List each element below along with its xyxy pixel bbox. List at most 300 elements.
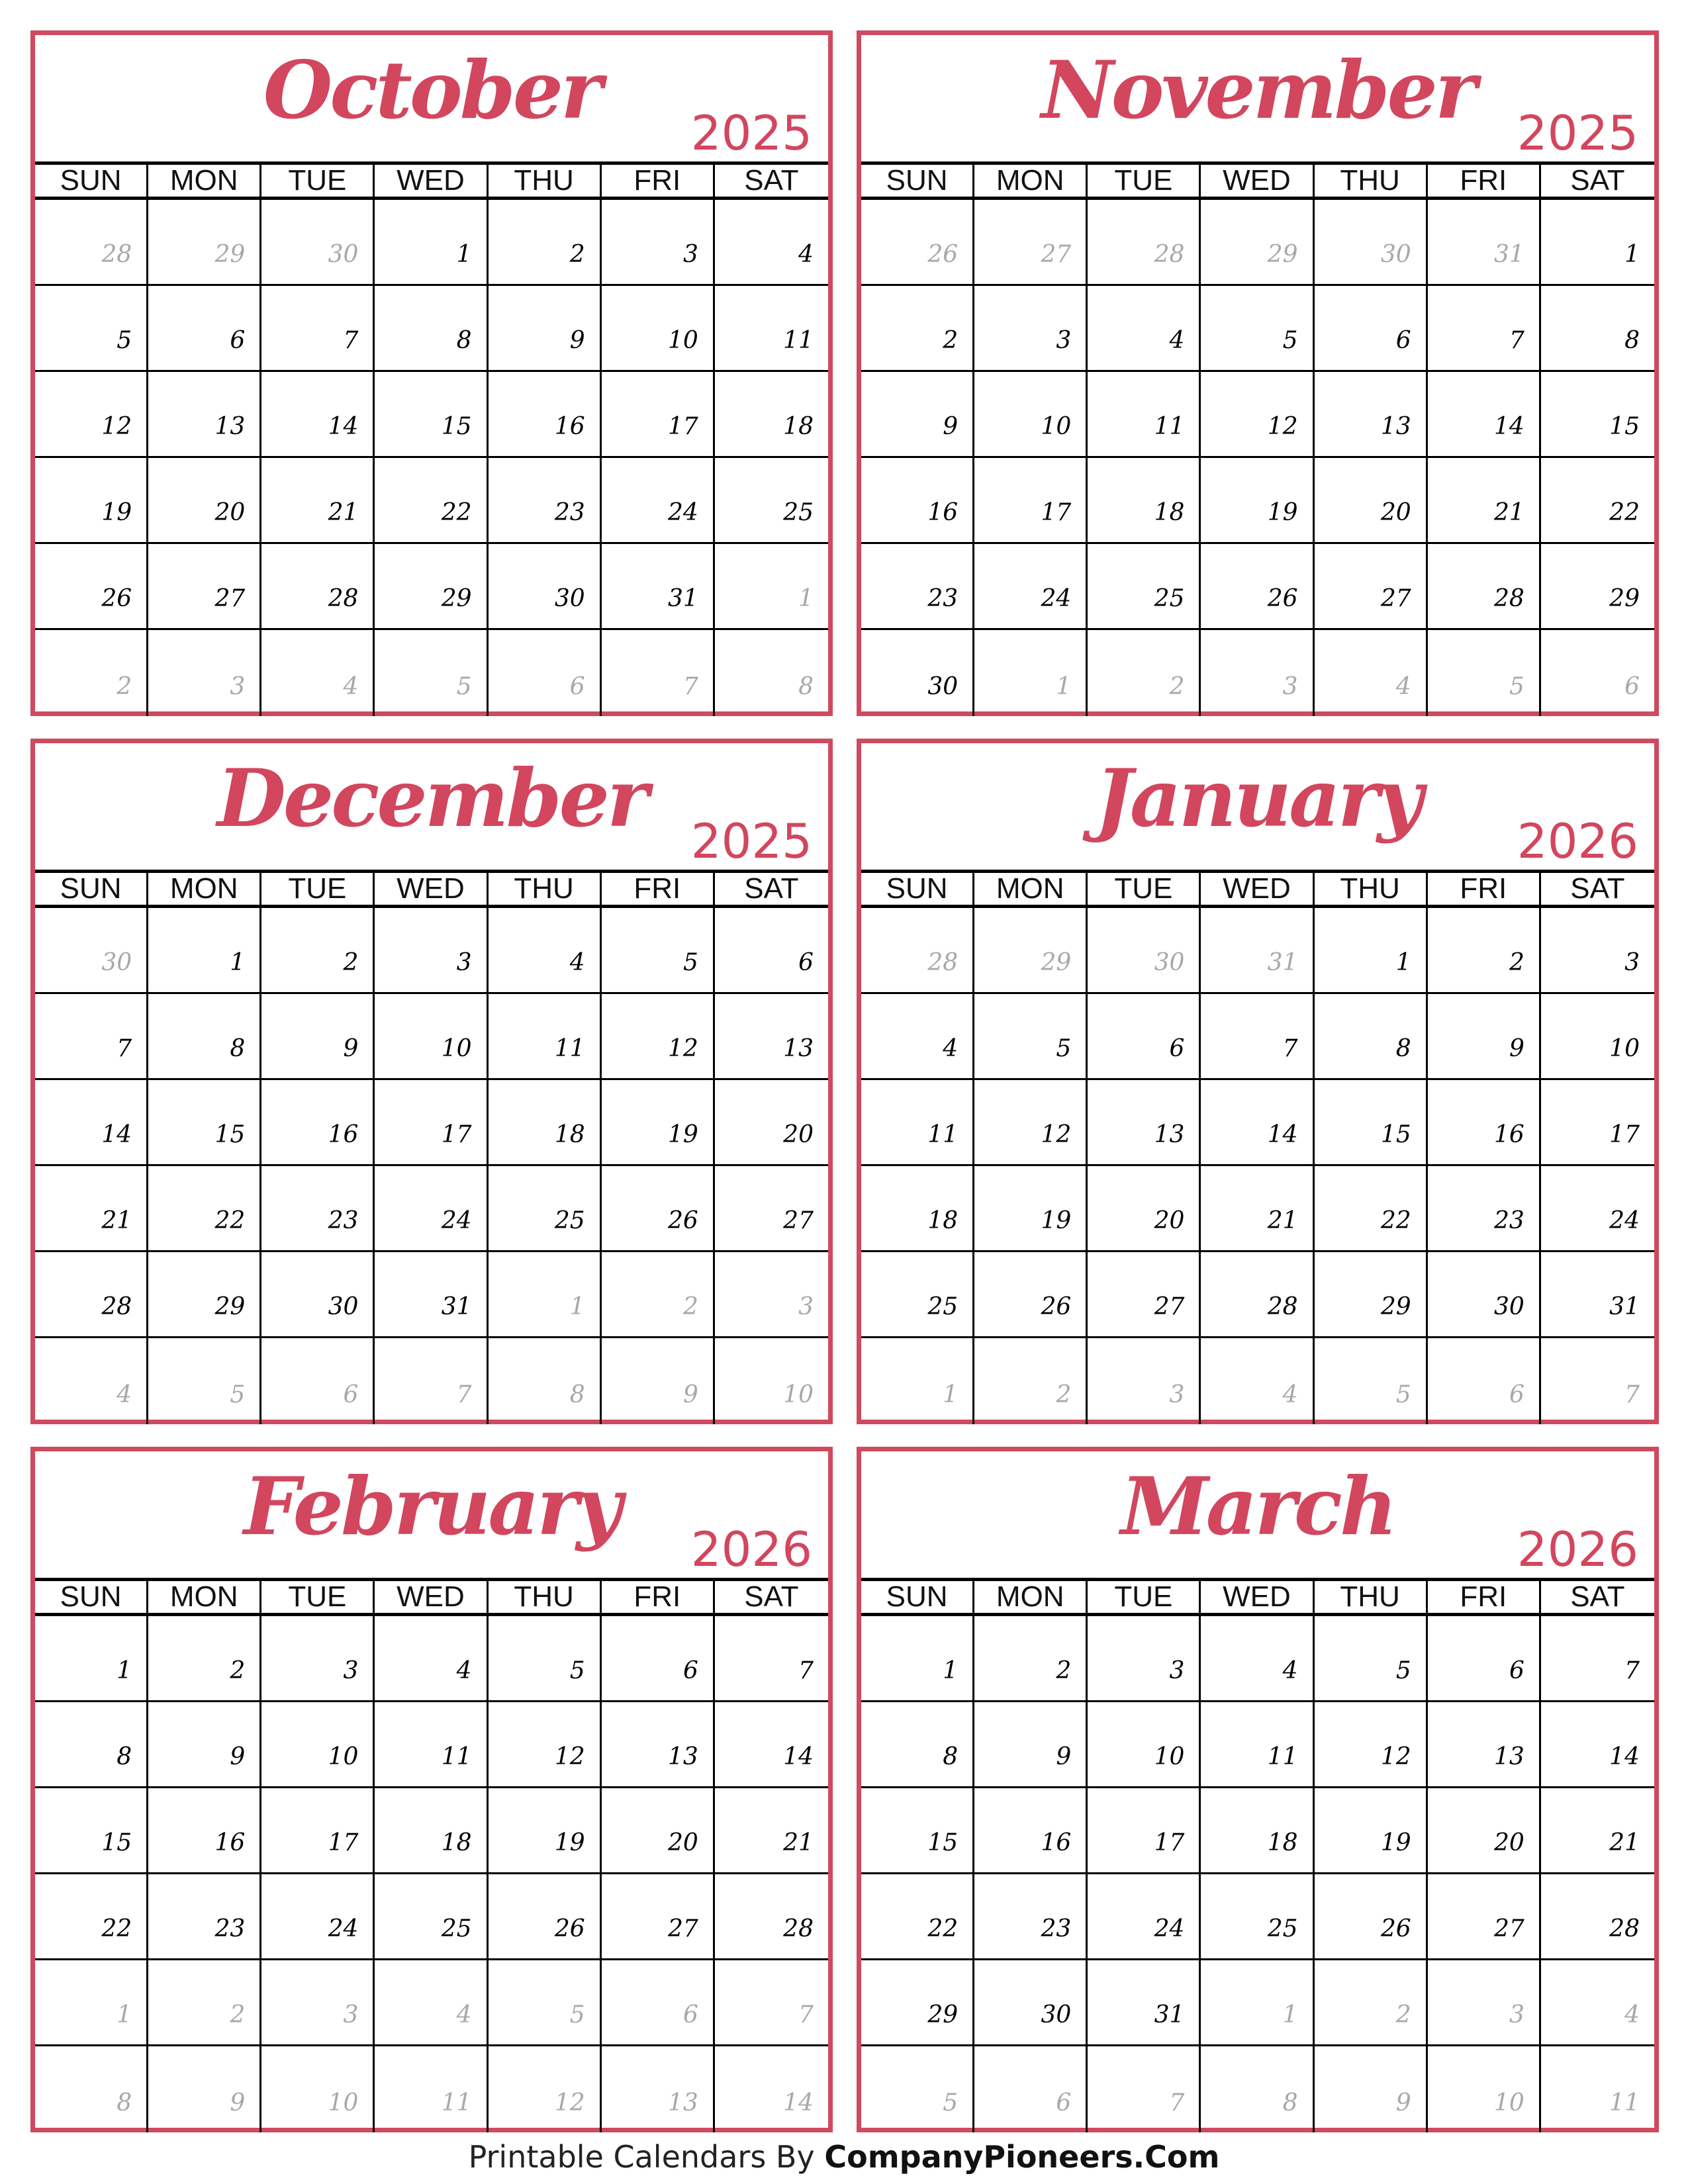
day-number: 5	[1282, 327, 1298, 354]
day-number: 1	[456, 241, 472, 268]
day-number: 30	[927, 673, 959, 700]
day-cell	[375, 1874, 488, 1960]
day-cell	[974, 1166, 1088, 1252]
day-number: 8	[456, 327, 472, 354]
day-cell	[35, 544, 148, 630]
weekday-header: THU	[1315, 870, 1428, 908]
day-number: 3	[798, 1293, 814, 1320]
day-number: 9	[569, 327, 585, 354]
day-number: 2	[682, 1293, 698, 1320]
day-number: 28	[1154, 241, 1185, 268]
day-cell	[974, 1874, 1088, 1960]
day-number: 27	[1154, 1293, 1185, 1320]
weekday-header: THU	[1315, 161, 1428, 200]
day-number: 4	[456, 2001, 472, 2028]
day-cell	[602, 458, 715, 544]
day-number: 1	[569, 1293, 585, 1320]
day-number: 19	[554, 1829, 585, 1856]
day-number: 23	[1041, 1915, 1072, 1942]
day-cell	[602, 1874, 715, 1960]
weekday-header: FRI	[1428, 161, 1541, 200]
day-grid	[861, 161, 1654, 716]
day-number: 11	[783, 327, 814, 354]
day-cell-other-month	[1088, 2046, 1201, 2132]
day-number: 27	[1380, 585, 1411, 612]
day-cell	[261, 1252, 375, 1338]
day-number: 1	[230, 949, 246, 976]
day-cell-other-month	[974, 908, 1088, 994]
calendar-header	[35, 1451, 828, 1578]
day-number: 9	[943, 413, 959, 440]
day-number: 7	[798, 1657, 814, 1684]
day-number: 8	[1624, 327, 1640, 354]
day-number: 31	[668, 585, 698, 612]
day-number: 20	[783, 1121, 814, 1148]
weekday-header: SUN	[35, 161, 148, 200]
day-cell	[602, 994, 715, 1080]
day-cell	[35, 1788, 148, 1874]
day-cell	[489, 372, 602, 458]
day-cell-other-month	[602, 1338, 715, 1424]
day-cell	[715, 994, 828, 1080]
day-cell	[1201, 1702, 1314, 1788]
day-number: 31	[1267, 949, 1298, 976]
day-number: 9	[682, 1381, 698, 1408]
year-label: 2026	[1517, 813, 1638, 869]
day-cell	[261, 908, 375, 994]
day-number: 26	[1267, 585, 1298, 612]
weekday-header: SAT	[715, 1578, 828, 1616]
day-number: 16	[927, 499, 959, 526]
day-number: 6	[682, 1657, 698, 1684]
day-cell	[861, 286, 974, 372]
day-number: 11	[554, 1035, 585, 1062]
day-cell-other-month	[1088, 200, 1201, 286]
day-number: 30	[328, 241, 359, 268]
day-number: 3	[1056, 327, 1072, 354]
day-number: 4	[117, 1381, 132, 1408]
weekday-header: TUE	[1088, 870, 1201, 908]
day-number: 13	[668, 2089, 698, 2116]
weekday-header: TUE	[261, 161, 375, 200]
day-cell	[148, 458, 261, 544]
day-number: 6	[1624, 673, 1640, 700]
day-number: 11	[1267, 1743, 1298, 1770]
day-number: 30	[1494, 1293, 1524, 1320]
day-cell	[35, 1252, 148, 1338]
day-cell-other-month	[261, 2046, 375, 2132]
day-number: 5	[456, 673, 472, 700]
weekday-header: WED	[375, 161, 488, 200]
day-number: 25	[441, 1915, 472, 1942]
day-cell	[861, 1166, 974, 1252]
day-number: 3	[230, 673, 246, 700]
day-cell	[1315, 372, 1428, 458]
day-number: 12	[554, 2089, 585, 2116]
day-cell	[861, 1788, 974, 1874]
day-number: 22	[927, 1915, 959, 1942]
day-number: 7	[1509, 327, 1524, 354]
day-number: 2	[1395, 2001, 1411, 2028]
day-cell	[715, 1166, 828, 1252]
day-cell-other-month	[261, 200, 375, 286]
day-number: 11	[1609, 2089, 1640, 2116]
day-cell	[1428, 372, 1541, 458]
day-cell-other-month	[1201, 908, 1314, 994]
weekday-header: FRI	[1428, 1578, 1541, 1616]
day-cell	[489, 286, 602, 372]
day-number: 5	[569, 1657, 585, 1684]
day-number: 25	[783, 499, 814, 526]
day-cell	[489, 1166, 602, 1252]
day-cell	[861, 1252, 974, 1338]
day-cell-other-month	[35, 908, 148, 994]
day-cell-other-month	[148, 200, 261, 286]
year-label: 2025	[1517, 105, 1638, 161]
day-cell-other-month	[489, 2046, 602, 2132]
day-cell	[974, 1080, 1088, 1166]
day-number: 2	[1509, 949, 1524, 976]
day-cell	[715, 200, 828, 286]
weekday-header: THU	[489, 870, 602, 908]
weekday-header: THU	[1315, 1578, 1428, 1616]
day-cell-other-month	[1201, 200, 1314, 286]
day-number: 17	[1609, 1121, 1640, 1148]
day-number: 13	[1380, 413, 1411, 440]
day-number: 31	[1494, 241, 1524, 268]
day-number: 6	[230, 327, 246, 354]
day-cell	[375, 994, 488, 1080]
day-cell	[861, 1616, 974, 1702]
day-number: 19	[101, 499, 132, 526]
day-number: 14	[783, 2089, 814, 2116]
day-number: 22	[441, 499, 472, 526]
day-cell-other-month	[861, 1338, 974, 1424]
day-number: 10	[328, 1743, 359, 1770]
day-number: 6	[1509, 1657, 1524, 1684]
day-number: 4	[1169, 327, 1185, 354]
day-cell-other-month	[715, 544, 828, 630]
day-cell	[1541, 200, 1654, 286]
day-number: 21	[328, 499, 359, 526]
day-number: 10	[1041, 413, 1072, 440]
day-number: 13	[214, 413, 246, 440]
day-number: 11	[441, 2089, 472, 2116]
day-number: 21	[1609, 1829, 1640, 1856]
day-cell	[861, 1080, 974, 1166]
day-number: 26	[554, 1915, 585, 1942]
day-cell	[35, 286, 148, 372]
day-number: 10	[1154, 1743, 1185, 1770]
day-cell-other-month	[489, 630, 602, 716]
day-cell	[35, 994, 148, 1080]
day-cell	[489, 1702, 602, 1788]
day-number: 9	[343, 1035, 359, 1062]
day-number: 20	[1154, 1207, 1185, 1234]
day-cell-other-month	[1541, 2046, 1654, 2132]
weekday-header: FRI	[1428, 870, 1541, 908]
day-number: 8	[1282, 2089, 1298, 2116]
day-cell	[1541, 286, 1654, 372]
day-cell	[148, 1616, 261, 1702]
day-cell	[1541, 1080, 1654, 1166]
day-number: 12	[1041, 1121, 1072, 1148]
month-title: March	[1120, 1460, 1395, 1553]
day-number: 24	[1154, 1915, 1185, 1942]
weekday-header: WED	[1201, 1578, 1314, 1616]
day-number: 27	[1494, 1915, 1524, 1942]
day-cell	[148, 1702, 261, 1788]
day-number: 13	[783, 1035, 814, 1062]
footer-prefix: Printable Calendars By	[468, 2139, 815, 2175]
day-number: 10	[668, 327, 698, 354]
day-cell-other-month	[1201, 630, 1314, 716]
day-cell	[261, 544, 375, 630]
day-number: 30	[328, 1293, 359, 1320]
day-cell	[148, 1874, 261, 1960]
day-number: 4	[569, 949, 585, 976]
day-cell	[1201, 1788, 1314, 1874]
day-number: 14	[1609, 1743, 1640, 1770]
day-cell	[1088, 286, 1201, 372]
day-number: 25	[1154, 585, 1185, 612]
day-number: 28	[1267, 1293, 1298, 1320]
day-cell-other-month	[1315, 200, 1428, 286]
day-cell-other-month	[974, 2046, 1088, 2132]
day-cell	[35, 1616, 148, 1702]
day-number: 5	[1395, 1381, 1411, 1408]
day-number: 7	[343, 327, 359, 354]
year-label: 2025	[690, 813, 812, 869]
day-cell-other-month	[1428, 2046, 1541, 2132]
day-number: 2	[943, 327, 959, 354]
day-cell	[715, 908, 828, 994]
day-cell-other-month	[715, 1338, 828, 1424]
day-number: 3	[343, 2001, 359, 2028]
day-number: 29	[927, 2001, 959, 2028]
day-number: 9	[1509, 1035, 1524, 1062]
day-number: 24	[1609, 1207, 1640, 1234]
day-cell	[375, 1702, 488, 1788]
day-cell	[861, 1960, 974, 2046]
day-cell	[602, 1080, 715, 1166]
day-cell-other-month	[1201, 2046, 1314, 2132]
day-number: 13	[1154, 1121, 1185, 1148]
day-cell	[1428, 1166, 1541, 1252]
day-cell	[715, 372, 828, 458]
day-cell	[1428, 286, 1541, 372]
day-number: 1	[1624, 241, 1640, 268]
weekday-header: SUN	[861, 1578, 974, 1616]
day-number: 8	[943, 1743, 959, 1770]
day-cell	[1428, 1252, 1541, 1338]
day-number: 23	[927, 585, 959, 612]
day-cell	[1315, 458, 1428, 544]
day-number: 28	[101, 1293, 132, 1320]
day-cell-other-month	[974, 1338, 1088, 1424]
month-title: January	[1095, 752, 1421, 845]
day-cell	[602, 544, 715, 630]
day-cell	[1201, 458, 1314, 544]
day-cell	[261, 372, 375, 458]
day-cell-other-month	[148, 1338, 261, 1424]
day-cell	[375, 1616, 488, 1702]
day-cell-other-month	[261, 1338, 375, 1424]
day-number: 22	[214, 1207, 246, 1234]
day-number: 24	[441, 1207, 472, 1234]
day-cell	[1541, 994, 1654, 1080]
day-number: 29	[1380, 1293, 1411, 1320]
day-cell	[148, 1166, 261, 1252]
day-number: 1	[1056, 673, 1072, 700]
day-number: 18	[1267, 1829, 1298, 1856]
day-number: 9	[230, 2089, 246, 2116]
month-title: February	[243, 1460, 620, 1553]
day-number: 2	[1056, 1657, 1072, 1684]
day-cell	[715, 1874, 828, 1960]
day-cell	[1428, 1788, 1541, 1874]
day-cell	[375, 286, 488, 372]
day-number: 29	[1267, 241, 1298, 268]
day-cell-other-month	[35, 200, 148, 286]
day-cell	[1201, 372, 1314, 458]
day-number: 4	[798, 241, 814, 268]
day-cell	[861, 994, 974, 1080]
day-cell	[1201, 1616, 1314, 1702]
day-cell	[148, 994, 261, 1080]
day-number: 8	[117, 1743, 132, 1770]
day-cell	[715, 458, 828, 544]
day-number: 4	[1282, 1657, 1298, 1684]
day-cell	[1541, 1616, 1654, 1702]
day-cell	[1315, 1788, 1428, 1874]
day-number: 14	[1267, 1121, 1298, 1148]
day-number: 18	[1154, 499, 1185, 526]
day-number: 6	[682, 2001, 698, 2028]
day-number: 3	[1509, 2001, 1524, 2028]
weekday-header: FRI	[602, 870, 715, 908]
day-cell-other-month	[1201, 1960, 1314, 2046]
day-cell	[1541, 1702, 1654, 1788]
day-number: 3	[1169, 1657, 1185, 1684]
day-grid	[861, 1578, 1654, 2132]
day-number: 16	[1494, 1121, 1524, 1148]
day-cell	[602, 286, 715, 372]
day-cell	[261, 1080, 375, 1166]
day-number: 1	[117, 2001, 132, 2028]
day-cell	[1315, 286, 1428, 372]
day-cell	[489, 1616, 602, 1702]
footer	[0, 2139, 1688, 2175]
day-cell-other-month	[1088, 630, 1201, 716]
day-cell-other-month	[375, 2046, 488, 2132]
day-cell	[261, 1874, 375, 1960]
day-number: 4	[1282, 1381, 1298, 1408]
day-number: 15	[214, 1121, 246, 1148]
day-number: 20	[668, 1829, 698, 1856]
day-number: 13	[1494, 1743, 1524, 1770]
day-number: 17	[441, 1121, 472, 1148]
day-cell	[261, 1616, 375, 1702]
footer-site[interactable]: CompanyPioneers.Com	[824, 2139, 1220, 2175]
weekday-header: MON	[974, 1578, 1088, 1616]
day-number: 25	[554, 1207, 585, 1234]
weekday-header: THU	[489, 161, 602, 200]
day-cell-other-month	[602, 630, 715, 716]
day-number: 9	[230, 1743, 246, 1770]
day-number: 6	[798, 949, 814, 976]
day-number: 29	[1609, 585, 1640, 612]
day-cell	[1428, 908, 1541, 994]
day-cell-other-month	[861, 908, 974, 994]
day-cell	[35, 1080, 148, 1166]
day-number: 18	[554, 1121, 585, 1148]
day-cell	[602, 908, 715, 994]
day-number: 15	[1380, 1121, 1411, 1148]
day-number: 8	[117, 2089, 132, 2116]
day-number: 6	[1509, 1381, 1524, 1408]
day-cell	[602, 1166, 715, 1252]
day-cell-other-month	[375, 1960, 488, 2046]
day-number: 7	[1169, 2089, 1185, 2116]
day-number: 15	[1609, 413, 1640, 440]
day-cell-other-month	[602, 2046, 715, 2132]
day-cell	[489, 1788, 602, 1874]
day-cell	[974, 458, 1088, 544]
day-cell	[861, 1874, 974, 1960]
day-number: 12	[101, 413, 132, 440]
day-cell	[1201, 286, 1314, 372]
day-cell	[148, 1080, 261, 1166]
day-number: 7	[456, 1381, 472, 1408]
day-number: 10	[783, 1381, 814, 1408]
day-number: 8	[569, 1381, 585, 1408]
day-number: 14	[783, 1743, 814, 1770]
day-number: 11	[927, 1121, 959, 1148]
day-number: 27	[668, 1915, 698, 1942]
month-calendar-december	[30, 739, 833, 1424]
day-cell	[1088, 1252, 1201, 1338]
day-number: 25	[1267, 1915, 1298, 1942]
day-cell	[489, 200, 602, 286]
day-cell	[861, 372, 974, 458]
month-calendar-january	[857, 739, 1659, 1424]
day-cell	[35, 1874, 148, 1960]
day-cell	[715, 286, 828, 372]
day-grid	[861, 870, 1654, 1424]
weekday-header: MON	[148, 870, 261, 908]
calendar-header	[861, 1451, 1654, 1578]
day-cell	[261, 1702, 375, 1788]
day-number: 3	[1169, 1381, 1185, 1408]
day-cell	[261, 1788, 375, 1874]
day-number: 2	[1056, 1381, 1072, 1408]
calendar-header	[35, 35, 828, 161]
day-cell	[375, 372, 488, 458]
day-cell	[1201, 994, 1314, 1080]
day-grid	[35, 161, 828, 716]
day-number: 4	[456, 1657, 472, 1684]
day-cell	[974, 286, 1088, 372]
day-cell	[375, 1252, 488, 1338]
day-number: 22	[101, 1915, 132, 1942]
day-cell-other-month	[35, 1960, 148, 2046]
day-number: 12	[668, 1035, 698, 1062]
day-cell	[1541, 372, 1654, 458]
day-cell-other-month	[1428, 200, 1541, 286]
day-cell	[602, 1616, 715, 1702]
day-cell	[715, 1702, 828, 1788]
